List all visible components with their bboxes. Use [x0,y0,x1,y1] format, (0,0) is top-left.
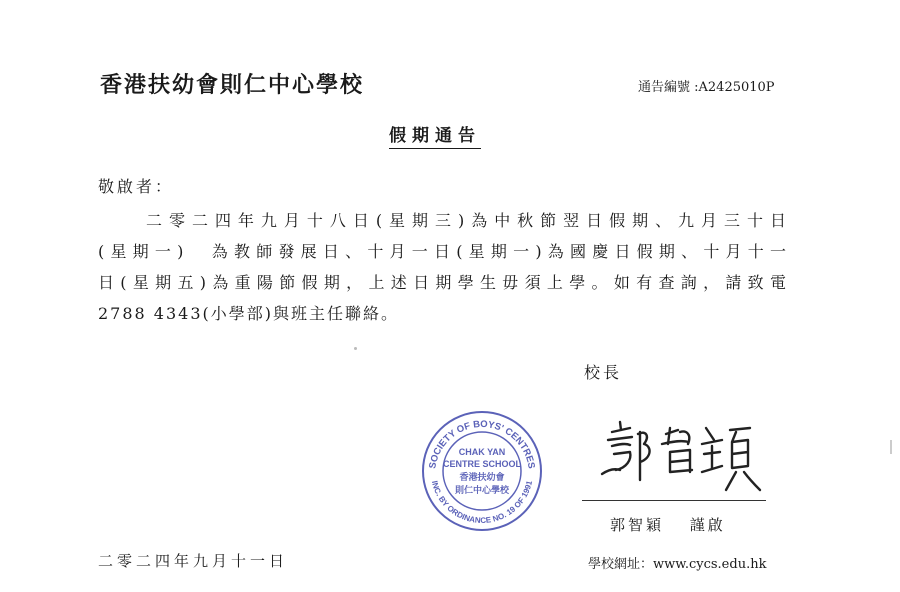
body-line-1: 二零二四年九月十八日(星期三)為中秋節翌日假期、九月三十日 [146,211,788,230]
body-line-4: 2788 4343(小學部)與班主任聯絡。 [98,304,400,323]
stamp-line-1: CHAK YAN [458,447,506,457]
scan-speck [890,440,892,454]
school-stamp [421,410,543,532]
stamp-line-4: 則仁中心學校 [454,485,510,495]
scan-speck [354,347,357,350]
stamp-line-3: 香港扶幼會 [459,472,505,482]
school-name: 香港扶幼會則仁中心學校 [100,73,365,98]
school-website: 學校網址：www.cycs.edu.hk [588,557,767,572]
notice-date: 二零二四年九月十一日 [98,552,289,570]
stamp-outer-text-top: SOCIETY OF BOYS' CENTRES [427,418,537,470]
notice-title: 假期通告 [389,121,481,149]
notice-body [98,205,788,329]
body-line-2: (星期一) 為教師發展日、十月一日(星期一)為國慶日假期、十月十一 [98,242,788,261]
signature-line [582,500,766,501]
stamp-outer-text-bottom: INC. BY ORDINANCE NO. 19 OF 1991 [429,479,535,526]
body-line-3: 日(星期五)為重陽節假期，上述日期學生毋須上學。如有查詢，請致電 [98,273,788,292]
principal-signature [590,410,770,502]
stamp-line-2: CENTRE SCHOOL [442,459,522,469]
principal-role: 校長 [584,363,623,382]
stamp-inner-ring [443,432,521,510]
notice-reference: 通告編號 :A2425010P [638,80,775,95]
salutation: 敬啟者： [98,177,175,196]
principal-name: 郭智穎 謹啟 [610,516,726,534]
